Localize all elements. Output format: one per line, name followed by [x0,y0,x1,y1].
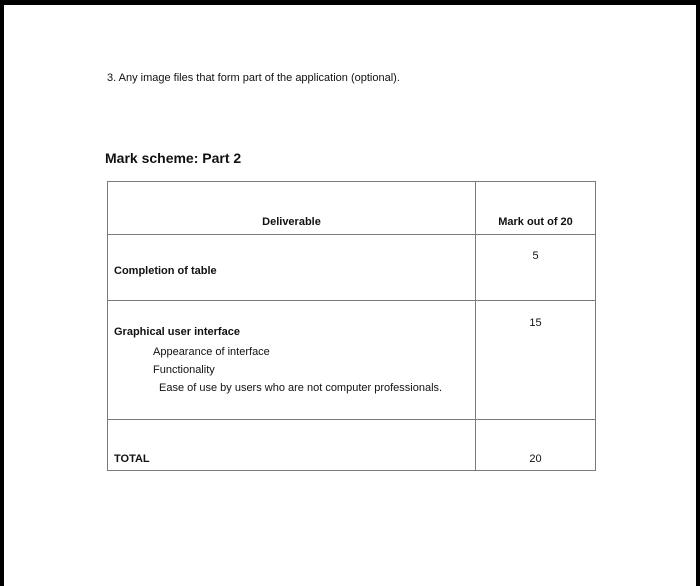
sub-item-functionality: Functionality [153,364,215,376]
table-cell-mark [476,235,596,301]
table-cell-deliverable [108,235,476,301]
document-page [4,5,696,586]
header-cell-deliverable [108,182,476,235]
list-item-image-files: 3. Any image files that form part of the application (optional). [107,72,400,84]
section-heading: Mark scheme: Part 2 [105,150,242,166]
row-mark-total: 20 [529,453,542,465]
table-row [108,235,596,301]
table-cell-deliverable [108,301,476,420]
table-header-row [108,182,596,235]
header-cell-mark [476,182,596,235]
table-cell-mark [476,420,596,471]
table-row [108,301,596,420]
table-cell-deliverable [108,420,476,471]
table-cell-mark [476,301,596,420]
row-label-total: TOTAL [114,453,150,465]
row-label-gui: Graphical user interface [114,326,240,338]
header-mark-label: Mark out of 20 [498,216,573,228]
sub-item-ease-of-use: Ease of use by users who are not computer professionals. [159,382,443,394]
row-label-completion: Completion of table [114,265,217,277]
sub-item-appearance: Appearance of interface [153,346,270,358]
row-mark-gui: 15 [529,317,542,329]
mark-scheme-table [107,181,596,471]
table-row [108,420,596,471]
header-deliverable-label: Deliverable [262,216,321,228]
row-mark-completion: 5 [532,250,539,262]
